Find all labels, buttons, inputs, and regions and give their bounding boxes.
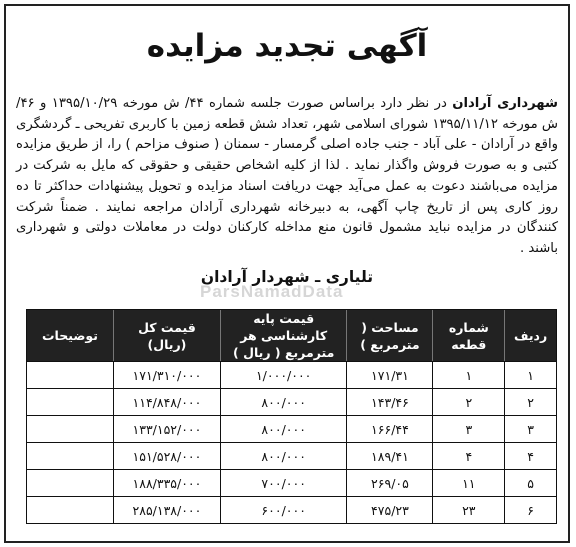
table-row [27,388,556,415]
cell-base-price: ۱/۰۰۰/۰۰۰ [220,361,346,388]
cell-row-number: ۱ [504,361,556,388]
cell-row-number: ۶ [504,496,556,523]
cell-total-price: ۱۱۴/۸۴۸/۰۰۰ [113,388,220,415]
cell-notes [27,496,113,523]
cell-plot-number: ۴ [432,442,504,469]
cell-plot-number: ۲ [432,388,504,415]
cell-notes [27,442,113,469]
cell-total-price: ۱۵۱/۵۲۸/۰۰۰ [113,442,220,469]
cell-base-price: ۸۰۰/۰۰۰ [220,388,346,415]
cell-plot-number: ۱۱ [432,469,504,496]
cell-row-number: ۵ [504,469,556,496]
table-row [27,415,556,442]
cell-row-number: ۳ [504,415,556,442]
cell-row-number: ۴ [504,442,556,469]
notice-title: آگهی تجدید مزایده [146,28,428,64]
cell-total-price: ۱۳۳/۱۵۲/۰۰۰ [113,415,220,442]
cell-total-price: ۱۷۱/۳۱۰/۰۰۰ [113,361,220,388]
organization-name: شهرداری آرادان [452,96,558,111]
cell-total-price: ۱۸۸/۳۳۵/۰۰۰ [113,469,220,496]
cell-area: ۱۸۹/۴۱ [346,442,432,469]
cell-notes [27,361,113,388]
cell-base-price: ۸۰۰/۰۰۰ [220,415,346,442]
cell-notes [27,388,113,415]
cell-area: ۲۶۹/۰۵ [346,469,432,496]
table-row [27,469,556,496]
cell-area: ۴۷۵/۲۳ [346,496,432,523]
cell-area: ۱۴۳/۴۶ [346,388,432,415]
cell-row-number: ۲ [504,388,556,415]
table-row [27,361,556,388]
cell-area: ۱۶۶/۴۴ [346,415,432,442]
table-row [27,442,556,469]
notice-body-text: در نظر دارد براساس صورت جلسه شماره ۴۴/ ش مورخه ۱۳۹۵/۱۰/۲۹ و ۴۶/ ش مورخه ۱۳۹۵/۱۱/۱۲ شورای اسلامی شهر، تعداد شش قطعه زمین با کاربری تفریحی ـ گردشگری واقع در آرادان - علی آباد - جنب جاده اصلی گرمسار - سمنان ( صنوف مزاحم ) را، از طریق مزایده کتبی و به صورت فروش واگذار نماید . لذا از کلیه اشخاص حقیقی و حقوقی که مایل به شرکت در مزایده می‌باشند دعوت به عمل می‌آید جهت دریافت اسناد مزایده و تحویل پیشنهادات حداکثر تا ده روز کاری پس از تاریخ چاپ آگهی، به دبیرخانه شهرداری آرادان مراجعه نمایند . ضمناً شرکت کنندگان در مزایده نباید مشمول قانون منع مداخله کارکنان دولت در معاملات دولتی و شهرداری باشند . [16,96,558,256]
cell-total-price: ۲۸۵/۱۳۸/۰۰۰ [113,496,220,523]
cell-plot-number: ۲۳ [432,496,504,523]
notice-body [16,94,558,260]
header-area: مساحت ( مترمربع ) [346,310,432,361]
auction-table [26,309,557,524]
table-header-row [27,310,556,361]
table-row [27,496,556,523]
header-total-price: قیمت کل (ریال) [113,310,220,361]
cell-notes [27,469,113,496]
cell-plot-number: ۱ [432,361,504,388]
cell-base-price: ۸۰۰/۰۰۰ [220,442,346,469]
header-notes: توضیحات [27,310,113,361]
header-plot-number: شماره قطعه [432,310,504,361]
cell-base-price: ۷۰۰/۰۰۰ [220,469,346,496]
header-row-number: ردیف [504,310,556,361]
header-base-price: قیمت پایه کارشناسی هر مترمربع ( ریال ) [220,310,346,361]
signature: تلیاری ـ شهردار آرادان [200,268,374,286]
cell-base-price: ۶۰۰/۰۰۰ [220,496,346,523]
cell-area: ۱۷۱/۳۱ [346,361,432,388]
watermark: ParsNamadData [200,282,344,301]
cell-plot-number: ۳ [432,415,504,442]
cell-notes [27,415,113,442]
